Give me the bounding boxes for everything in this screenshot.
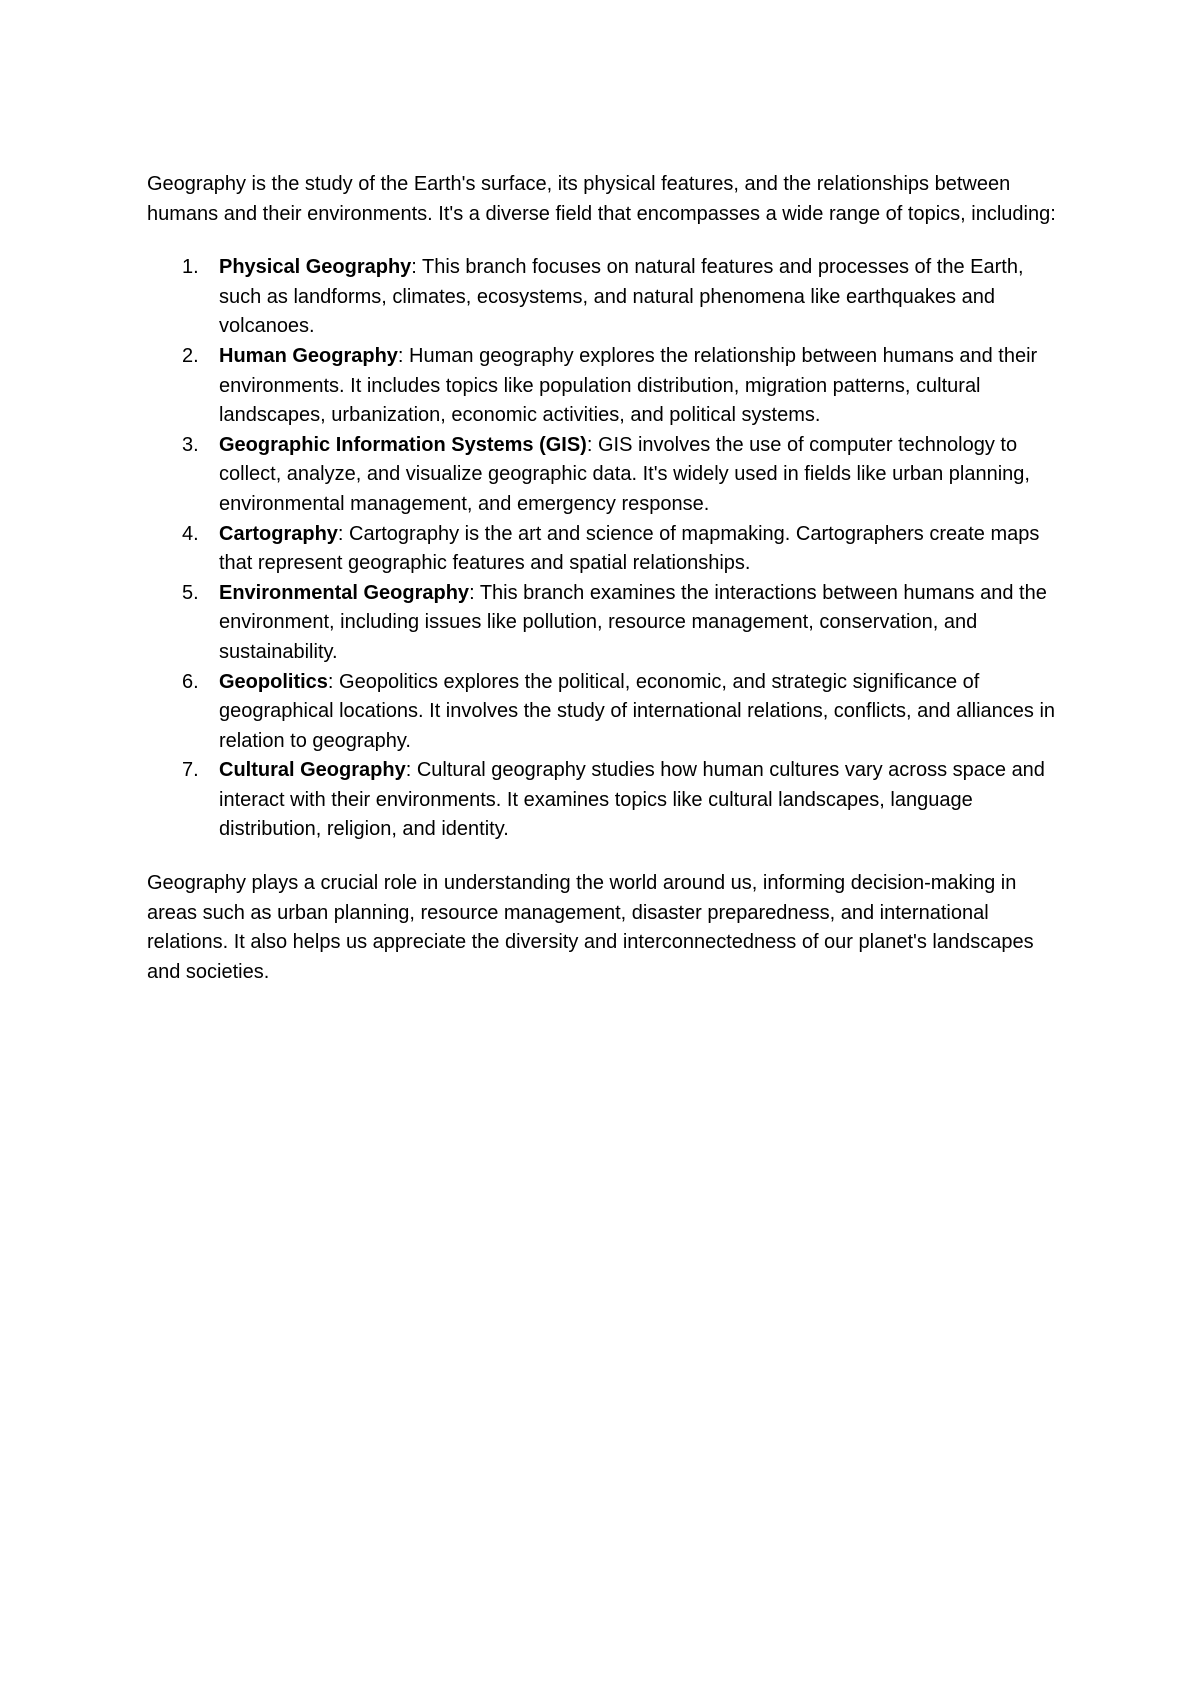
list-item-text: : Geopolitics explores the political, economic, and strategic significance of geographical locations. It involves the study of international relations, conflicts, and alliances in relation to geography. (219, 670, 1056, 752)
list-item-term: Environmental Geography (219, 581, 470, 604)
list-item (147, 756, 1067, 845)
list-item-term: Geopolitics (219, 670, 328, 693)
list-item (147, 342, 1067, 431)
list-item (147, 668, 1067, 757)
list-item-number: 7. (182, 759, 199, 782)
list-item-term: Human Geography (219, 344, 398, 367)
list-item-text: : This branch examines the interactions between humans and the environment, including issues like pollution, resource management, conservation, and sustainability. (219, 581, 1047, 663)
intro-paragraph: Geography is the study of the Earth's surface, its physical features, and the relationships between humans and their environments. It's a diverse field that encompasses a wide range of topics, including: (147, 173, 1056, 225)
list-item-number: 4. (182, 522, 199, 545)
list-item-term: Geographic Information Systems (GIS) (219, 433, 587, 456)
list-item-number: 5. (182, 581, 199, 604)
list-item (147, 520, 1067, 579)
list-item-text: : Cartography is the art and science of mapmaking. Cartographers create maps that represent geographic features and spatial relationships. (219, 522, 1040, 575)
list-item-term: Cartography (219, 522, 338, 545)
conclusion-paragraph: Geography plays a crucial role in understanding the world around us, informing decision-making in areas such as urban planning, resource management, disaster preparedness, and international relations. It also helps us appreciate the diversity and interconnectedness of our planet's landscapes and societies. (147, 872, 1034, 983)
list-item (147, 253, 1067, 342)
list-item-number: 1. (182, 256, 199, 279)
list-item-text: : Cultural geography studies how human cultures vary across space and interact with their environments. It examines topics like cultural landscapes, language distribution, religion, and identity. (219, 759, 1045, 841)
document-body (147, 170, 1067, 987)
list-item-term: Physical Geography (219, 256, 412, 279)
list-item-number: 6. (182, 670, 199, 693)
list-item-number: 2. (182, 344, 199, 367)
list-item-number: 3. (182, 433, 199, 456)
list-item (147, 431, 1067, 520)
list-item-text: : Human geography explores the relationship between humans and their environments. It includes topics like population distribution, migration patterns, cultural landscapes, urbanization, economic activities, and political systems. (219, 344, 1038, 427)
list-item-term: Cultural Geography (219, 759, 406, 782)
list-item-text: : GIS involves the use of computer technology to collect, analyze, and visualize geographic data. It's widely used in fields like urban planning, environmental management, and emergency response. (219, 433, 1030, 515)
list-item (147, 579, 1067, 668)
topics-list (147, 253, 1067, 845)
list-item-text: : This branch focuses on natural features and processes of the Earth, such as landforms, climates, ecosystems, and natural phenomena like earthquakes and volcanoes. (219, 256, 1024, 338)
